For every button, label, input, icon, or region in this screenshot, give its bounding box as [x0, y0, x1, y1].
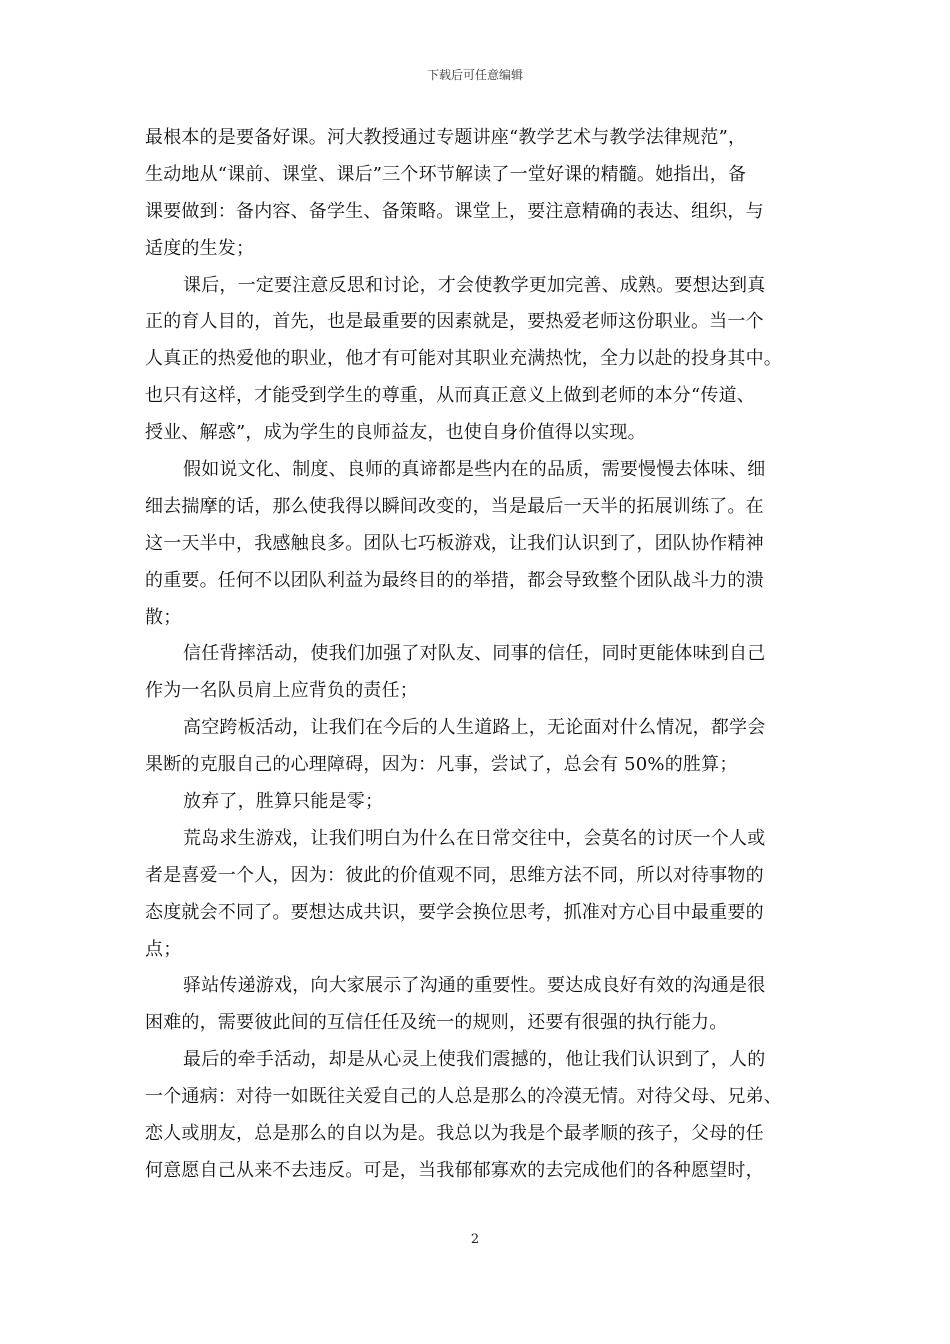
- text-line: 何意愿自己从来不去违反。可是，当我郁郁寡欢的去完成他们的各种愿望时，: [145, 1159, 764, 1181]
- text-line: 高空跨板活动，让我们在今后的人生道路上，无论面对什么情况，都学会: [183, 717, 766, 739]
- text-line: 细去揣摩的话，那么使我得以瞬间改变的，当是最后一天半的拓展训练了。在: [145, 495, 764, 517]
- text-line: 正的育人目的，首先，也是最重要的因素就是，要热爱老师这份职业。当一个: [145, 311, 764, 333]
- text-line: 这一天半中，我感触良多。团队七巧板游戏，让我们认识到了，团队协作精神: [145, 532, 764, 554]
- text-line: 点；: [145, 938, 182, 960]
- text-line: 一个通病：对待一如既往关爱自己的人总是那么的冷漠无情。对待父母、兄弟、: [145, 1086, 782, 1108]
- text-line: 的重要。任何不以团队利益为最终目的的举措，都会导致整个团队战斗力的溃: [145, 569, 764, 591]
- text-line: 也只有这样，才能受到学生的尊重，从而真正意义上做到老师的本分“传道、: [145, 385, 755, 407]
- text-line: 人真正的热爱他的职业，他才有可能对其职业充满热忱，全力以赴的投身其中。: [145, 348, 782, 370]
- text-line: 生动地从“课前、课堂、课后”三个环节解读了一堂好课的精髓。她指出，备: [145, 163, 747, 185]
- document-body: [145, 120, 815, 1190]
- text-line: 最后的牵手活动，却是从心灵上使我们震撼的，他让我们认识到了，人的: [183, 1049, 766, 1071]
- text-line: 态度就会不同了。要想达成共识，要学会换位思考，抓准对方心目中最重要的: [145, 901, 764, 923]
- text-line: 作为一名队员肩上应背负的责任；: [145, 680, 418, 702]
- page-header: 下载后可任意编辑: [426, 68, 523, 82]
- text-line: 恋人或朋友，总是那么的自以为是。我总以为我是个最孝顺的孩子，父母的任: [145, 1123, 764, 1145]
- text-line: 授业、解惑”，成为学生的良师益友，也使自身价值得以实现。: [145, 422, 646, 444]
- text-line: 果断的克服自己的心理障碍，因为：凡事，尝试了，总会有 50%的胜算；: [145, 754, 738, 776]
- text-line: 假如说文化、制度、良师的真谛都是些内在的品质，需要慢慢去体味、细: [183, 459, 766, 481]
- text-line: 课后，一定要注意反思和讨论，才会使教学更加完善、成熟。要想达到真: [183, 274, 766, 296]
- text-line: 放弃了，胜算只能是零；: [183, 791, 384, 813]
- text-line: 困难的，需要彼此间的互信任任及统一的规则，还要有很强的执行能力。: [145, 1012, 728, 1034]
- text-line: 驿站传递游戏，向大家展示了沟通的重要性。要达成良好有效的沟通是很: [183, 975, 766, 997]
- text-line: 散；: [145, 606, 182, 628]
- page-number: 2: [470, 1232, 480, 1247]
- text-line: 最根本的是要备好课。河大教授通过专题讲座“教学艺术与教学法律规范”，: [145, 127, 747, 148]
- text-line: 荒岛求生游戏，让我们明白为什么在日常交往中，会莫名的讨厌一个人或: [183, 827, 766, 849]
- text-line: 课要做到：备内容、备学生、备策略。课堂上，要注意精确的表达、组织，与: [145, 200, 764, 222]
- text-line: 适度的生发；: [145, 237, 255, 259]
- text-line: 信任背摔活动，使我们加强了对队友、同事的信任，同时更能体味到自己: [183, 643, 766, 665]
- text-line: 者是喜爱一个人，因为：彼此的价值观不同，思维方法不同，所以对待事物的: [145, 864, 764, 886]
